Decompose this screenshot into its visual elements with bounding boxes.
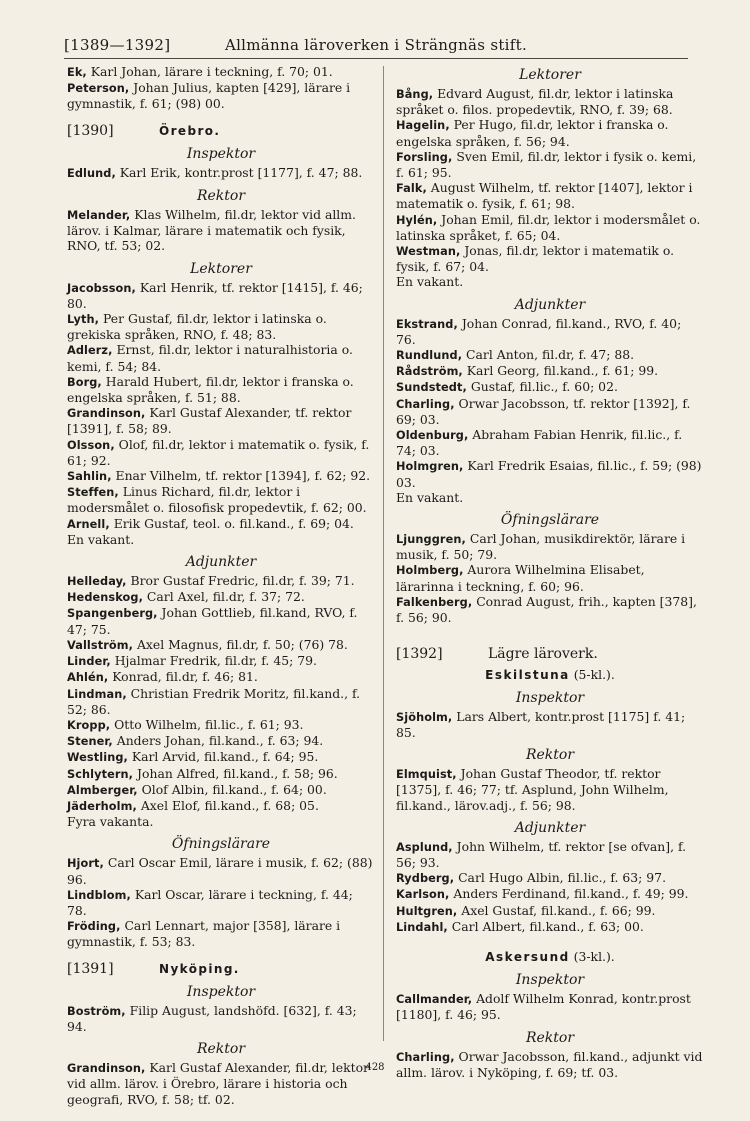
person-entry bbox=[67, 855, 375, 886]
person-details: Orwar Jacobsson, tf. rektor [1392], f. 69; 03. bbox=[396, 395, 691, 427]
person-name: Jäderholm, bbox=[67, 799, 137, 813]
section-heading: Rektor bbox=[196, 188, 246, 205]
person-details: Hjalmar Fredrik, fil.dr, f. 45; 79. bbox=[110, 653, 317, 669]
person-details: Olof Albin, fil.kand., f. 64; 00. bbox=[137, 781, 327, 797]
school-heading bbox=[67, 124, 375, 139]
person-name: Almberger, bbox=[67, 783, 138, 797]
person-entry bbox=[67, 717, 375, 733]
person-name: Vallström, bbox=[67, 638, 134, 652]
school-kind: Lägre läroverk. bbox=[488, 646, 598, 663]
person-details: Axel Gustaf, fil.kand., f. 66; 99. bbox=[457, 902, 656, 918]
person-entry bbox=[67, 468, 375, 484]
person-details: Aurora Wilhelmina Elisabet, lärarinna i teckning, f. 60; 96. bbox=[396, 562, 645, 594]
right-column bbox=[396, 64, 704, 1080]
person-entry bbox=[396, 316, 704, 347]
person-details: Johan Gottlieb, fil.kand, RVO, f. 47; 75. bbox=[67, 605, 358, 637]
person-entry bbox=[67, 798, 375, 814]
person-entry bbox=[67, 749, 375, 765]
person-name: Arnell, bbox=[67, 517, 110, 531]
header-rule bbox=[64, 58, 688, 59]
person-details: Johan Emil, fil.dr, lektor i modersmålet o. latinska språket, f. 65; 04. bbox=[396, 211, 701, 243]
entry-list bbox=[396, 991, 704, 1022]
vacancy-note: En vakant. bbox=[396, 274, 464, 290]
person-name: Schlytern, bbox=[67, 767, 134, 781]
person-details: Axel Magnus, fil.dr, f. 50; (76) 78. bbox=[133, 636, 348, 652]
person-entry bbox=[67, 484, 375, 515]
person-details: Otto Wilhelm, fil.lic., f. 61; 93. bbox=[110, 716, 304, 732]
school-number: [1392] bbox=[396, 646, 443, 663]
section-heading: Rektor bbox=[525, 747, 575, 764]
section-heading: Rektor bbox=[196, 1041, 246, 1058]
person-name: Holmberg, bbox=[396, 564, 464, 578]
page-title: Allmänna läroverken i Strängnäs stift. bbox=[224, 36, 528, 54]
person-name: Lindahl, bbox=[396, 920, 448, 934]
person-entry bbox=[67, 1003, 375, 1034]
person-entry bbox=[396, 117, 704, 148]
person-details: Abraham Fabian Henrik, fil.lic., f. 74; 03. bbox=[396, 427, 683, 459]
section-heading: Lektorer bbox=[519, 67, 581, 83]
person-name: Sundstedt, bbox=[396, 381, 467, 395]
person-name: Westling, bbox=[67, 751, 128, 765]
person-details: Johan Conrad, fil.kand., RVO, f. 40; 76. bbox=[396, 315, 682, 347]
person-name: Borg, bbox=[67, 375, 102, 389]
person-details: Karl Henrik, tf. rektor [1415], f. 46; 80. bbox=[67, 279, 363, 311]
person-name: Olsson, bbox=[67, 438, 115, 452]
person-name: Charling, bbox=[396, 397, 455, 411]
section-heading: Inspektor bbox=[186, 145, 256, 162]
person-name: Ekstrand, bbox=[396, 317, 458, 331]
person-name: Hultgren, bbox=[396, 904, 458, 918]
person-details: Carl Hugo Albin, fil.lic., f. 63; 97. bbox=[454, 870, 667, 886]
person-details: Karl Gustaf Alexander, tf. rektor [1391], f. 58; 89. bbox=[67, 405, 352, 437]
person-details: Carl Axel, fil.dr, f. 37; 72. bbox=[142, 589, 305, 605]
school-town: Örebro. bbox=[159, 123, 221, 138]
entry-list bbox=[67, 280, 375, 532]
person-entry bbox=[67, 80, 375, 111]
person-details: Axel Elof, fil.kand., f. 68; 05. bbox=[136, 797, 319, 813]
person-name: Kropp, bbox=[67, 718, 111, 732]
person-entry bbox=[396, 709, 704, 740]
person-name: Sahlin, bbox=[67, 470, 112, 484]
person-entry bbox=[396, 347, 704, 363]
town-name: Eskilstuna bbox=[485, 667, 570, 682]
entry-list bbox=[67, 573, 375, 814]
left-column bbox=[67, 64, 375, 1107]
person-details: Olof, fil.dr, lektor i matematik o. fysik, f. 61; 92. bbox=[67, 436, 370, 468]
person-details: Karl Arvid, fil.kand., f. 64; 95. bbox=[127, 749, 319, 765]
town-grade: (5-kl.). bbox=[569, 666, 615, 682]
person-name: Melander, bbox=[67, 209, 131, 223]
person-name: Hylén, bbox=[396, 213, 438, 227]
person-entry bbox=[67, 311, 375, 342]
person-entry bbox=[396, 243, 704, 274]
person-name: Helleday, bbox=[67, 575, 127, 589]
person-details: Karl Georg, fil.kand., f. 61; 99. bbox=[462, 363, 659, 379]
person-entry bbox=[396, 396, 704, 427]
person-entry bbox=[396, 427, 704, 458]
person-details: Carl Anton, fil.dr, f. 47; 88. bbox=[462, 347, 635, 363]
person-name: Hagelin, bbox=[396, 119, 450, 133]
person-entry bbox=[67, 918, 375, 949]
school-heading bbox=[67, 962, 375, 977]
person-details: Karl Johan, lärare i teckning, f. 70; 01. bbox=[86, 64, 333, 79]
entry-list bbox=[396, 839, 704, 935]
person-details: Carl Oscar Emil, lärare i musik, f. 62; (88) 96. bbox=[67, 855, 373, 887]
person-details: Carl Johan, musikdirektör, lärare i musik, f. 50; 79. bbox=[396, 531, 686, 563]
school-town: Nyköping. bbox=[159, 961, 240, 976]
person-entry bbox=[396, 363, 704, 379]
person-entry bbox=[67, 669, 375, 685]
person-name: Grandinson, bbox=[67, 407, 146, 421]
town-grade: (3-kl.). bbox=[569, 948, 615, 964]
person-name: Sjöholm, bbox=[396, 710, 453, 724]
person-entry bbox=[67, 782, 375, 798]
person-name: Rundlund, bbox=[396, 349, 463, 363]
person-details: Edvard August, fil.dr, lektor i latinska språket o. filos. propedevtik, RNO, f. 39; 68. bbox=[396, 86, 674, 118]
person-entry bbox=[396, 839, 704, 870]
entry-list bbox=[396, 531, 704, 625]
person-name: Spangenberg, bbox=[67, 607, 158, 621]
school-heading bbox=[396, 647, 704, 662]
section-heading: Adjunkter bbox=[514, 296, 586, 313]
person-details: August Wilhelm, tf. rektor [1407], lektor i matematik o. fysik, f. 61; 98. bbox=[396, 180, 693, 212]
person-entry bbox=[67, 437, 375, 468]
person-entry bbox=[67, 686, 375, 717]
person-entry bbox=[67, 653, 375, 669]
person-details: Lars Albert, kontr.prost [1175] f. 41; 85. bbox=[396, 708, 686, 740]
entry-list bbox=[396, 709, 704, 740]
person-entry bbox=[396, 149, 704, 180]
entry-list bbox=[396, 86, 704, 274]
person-details: Adolf Wilhelm Konrad, kontr.prost [1180], f. 46; 95. bbox=[396, 991, 691, 1023]
person-entry bbox=[396, 379, 704, 395]
person-entry bbox=[67, 637, 375, 653]
person-name: Fröding, bbox=[67, 920, 121, 934]
person-name: Lindman, bbox=[67, 687, 127, 701]
person-entry bbox=[396, 886, 704, 902]
section-heading: Lektorer bbox=[190, 260, 252, 277]
section-heading: Inspektor bbox=[515, 972, 585, 989]
person-entry bbox=[67, 64, 375, 80]
person-name: Lyth, bbox=[67, 313, 100, 327]
person-name: Callmander, bbox=[396, 993, 473, 1007]
person-details: Johan Gustaf Theodor, tf. rektor [1375], f. 46; 77; tf. Asplund, John Wilhelm, fil.kand., lärov.adj., f. 56; 98. bbox=[396, 766, 669, 813]
person-name: Stener, bbox=[67, 735, 113, 749]
person-details: Filip August, landshöfd. [632], f. 43; 94. bbox=[67, 1002, 357, 1034]
person-entry bbox=[396, 180, 704, 211]
person-name: Falk, bbox=[396, 182, 427, 196]
person-entry bbox=[396, 870, 704, 886]
person-entry bbox=[396, 991, 704, 1022]
person-entry bbox=[67, 733, 375, 749]
person-name: Hedenskog, bbox=[67, 591, 143, 605]
person-details: Sven Emil, fil.dr, lektor i fysik o. kemi, f. 61; 95. bbox=[396, 148, 697, 181]
person-name: Adlerz, bbox=[67, 344, 113, 358]
entry-list bbox=[396, 316, 704, 490]
person-details: Per Gustaf, fil.dr, lektor i latinska o. grekiska språken, RNO, f. 48; 83. bbox=[67, 311, 327, 343]
section-heading: Rektor bbox=[525, 1029, 575, 1046]
vacancy-note: Fyra vakanta. bbox=[67, 814, 154, 830]
person-details: Karl Gustaf Alexander, fil.dr, lektor vid allm. lärov. i Örebro, lärare i historia och geografi, RVO, f. 58; tf. 02. bbox=[67, 1060, 369, 1107]
person-name: Oldenburg, bbox=[396, 429, 469, 443]
section-heading: Inspektor bbox=[186, 983, 256, 1000]
town-heading bbox=[396, 667, 704, 683]
person-details: Karl Oscar, lärare i teckning, f. 44; 78. bbox=[67, 886, 353, 918]
person-name: Edlund, bbox=[67, 166, 116, 180]
person-name: Grandinson, bbox=[67, 1062, 146, 1076]
person-entry bbox=[67, 207, 375, 254]
page-number: 428 bbox=[365, 1062, 385, 1073]
section-heading: Adjunkter bbox=[185, 554, 257, 571]
person-details: Erik Gustaf, teol. o. fil.kand., f. 69; 04. bbox=[109, 515, 354, 531]
person-details: Carl Lennart, major [358], lärare i gymnastik, f. 53; 83. bbox=[67, 918, 341, 950]
person-name: Forsling, bbox=[396, 150, 453, 164]
person-name: Rydberg, bbox=[396, 872, 455, 886]
person-details: Gustaf, fil.lic., f. 60; 02. bbox=[466, 379, 618, 395]
person-name: Ahlén, bbox=[67, 671, 109, 685]
person-name: Falkenberg, bbox=[396, 595, 473, 609]
person-name: Jacobsson, bbox=[67, 281, 136, 295]
person-entry bbox=[396, 919, 704, 935]
person-entry bbox=[67, 280, 375, 311]
column-divider bbox=[383, 66, 384, 1041]
person-entry bbox=[67, 887, 375, 918]
person-details: John Wilhelm, tf. rektor [se ofvan], f. 56; 93. bbox=[396, 838, 687, 870]
person-name: Asplund, bbox=[396, 840, 453, 854]
person-name: Holmgren, bbox=[396, 460, 464, 474]
person-entry bbox=[67, 342, 375, 373]
person-details: Johan Alfred, fil.kand., f. 58; 96. bbox=[133, 765, 338, 781]
person-entry bbox=[67, 766, 375, 782]
person-name: Boström, bbox=[67, 1004, 126, 1018]
entry-list bbox=[67, 207, 375, 254]
person-name: Elmquist, bbox=[396, 768, 457, 782]
person-details: Karl Fredrik Esaias, fil.lic., f. 59; (98) 03. bbox=[396, 458, 702, 490]
person-entry bbox=[67, 573, 375, 589]
vacancy-note: En vakant. bbox=[67, 531, 135, 547]
person-name: Steffen, bbox=[67, 486, 119, 500]
person-entry bbox=[67, 405, 375, 436]
person-name: Rådström, bbox=[396, 365, 463, 379]
entry-list bbox=[67, 165, 375, 181]
vacancy-note: En vakant. bbox=[396, 489, 464, 505]
person-entry bbox=[67, 374, 375, 405]
person-entry bbox=[396, 594, 704, 625]
person-name: Bång, bbox=[396, 88, 434, 101]
person-name: Charling, bbox=[396, 1050, 455, 1064]
person-entry bbox=[67, 516, 375, 532]
person-details: Konrad, fil.dr, f. 46; 81. bbox=[108, 669, 258, 685]
person-name: Ek, bbox=[67, 66, 87, 79]
entry-list bbox=[67, 1003, 375, 1034]
person-details: Christian Fredrik Moritz, fil.kand., f. 52; 86. bbox=[67, 685, 361, 717]
person-details: Anders Johan, fil.kand., f. 63; 94. bbox=[112, 733, 324, 749]
person-entry bbox=[67, 165, 375, 181]
person-details: Anders Ferdinand, fil.kand., f. 49; 99. bbox=[449, 886, 689, 902]
person-details: Linus Richard, fil.dr, lektor i modersmålet o. filosofisk propedevtik, f. 62; 00. bbox=[67, 484, 367, 516]
entry-list bbox=[396, 766, 704, 813]
person-entry bbox=[396, 562, 704, 593]
entry-list bbox=[67, 64, 375, 112]
person-details: Carl Albert, fil.kand., f. 63; 00. bbox=[447, 918, 644, 934]
person-details: Karl Erik, kontr.prost [1177], f. 47; 88. bbox=[115, 164, 363, 180]
person-details: Klas Wilhelm, fil.dr, lektor vid allm. lärov. i Kalmar, lärare i matematik och fysik, RNO, tf. 53; 02. bbox=[67, 207, 356, 254]
person-details: Bror Gustaf Fredric, fil.dr, f. 39; 71. bbox=[126, 573, 355, 589]
person-entry bbox=[67, 589, 375, 605]
section-heading: Adjunkter bbox=[514, 819, 586, 836]
section-heading: Öfningslärare bbox=[500, 512, 600, 529]
person-name: Karlson, bbox=[396, 888, 450, 902]
person-name: Lindblom, bbox=[67, 888, 131, 902]
town-heading bbox=[396, 949, 704, 965]
person-details: Jonas, fil.dr, lektor i matematik o. fysik, f. 67; 04. bbox=[396, 243, 675, 275]
person-name: Linder, bbox=[67, 655, 111, 669]
section-heading: Inspektor bbox=[515, 689, 585, 706]
section-heading: Öfningslärare bbox=[171, 836, 271, 853]
town-name: Askersund bbox=[485, 949, 570, 964]
person-entry bbox=[396, 212, 704, 243]
person-details: Per Hugo, fil.dr, lektor i franska o. engelska språken, f. 56; 94. bbox=[396, 117, 669, 149]
person-details: Ernst, fil.dr, lektor i naturalhistoria o. kemi, f. 54; 84. bbox=[67, 342, 353, 374]
person-name: Hjort, bbox=[67, 857, 104, 871]
person-details: Harald Hubert, fil.dr, lektor i franska o. engelska språken, f. 51; 88. bbox=[67, 373, 354, 406]
page-header bbox=[64, 36, 688, 54]
person-entry bbox=[396, 903, 704, 919]
school-number: [1390] bbox=[67, 122, 114, 139]
person-details: Johan Julius, kapten [429], lärare i gymnastik, f. 61; (98) 00. bbox=[67, 80, 351, 112]
person-entry bbox=[396, 458, 704, 489]
person-entry bbox=[396, 766, 704, 813]
person-name: Ljunggren, bbox=[396, 533, 466, 547]
entry-list bbox=[67, 855, 375, 949]
person-name: Westman, bbox=[396, 245, 461, 259]
person-details: Orwar Jacobsson, fil.kand., adjunkt vid allm. lärov. i Nyköping, f. 69; tf. 03. bbox=[396, 1048, 703, 1080]
school-number: [1391] bbox=[67, 960, 114, 977]
page-range: [1389—1392] bbox=[64, 36, 171, 54]
person-entry bbox=[396, 531, 704, 562]
person-details: Conrad August, frih., kapten [378], f. 56; 90. bbox=[396, 593, 697, 626]
person-entry bbox=[396, 86, 704, 117]
person-name: Peterson, bbox=[67, 82, 130, 96]
person-entry bbox=[67, 605, 375, 636]
person-details: Enar Vilhelm, tf. rektor [1394], f. 62; 92. bbox=[111, 468, 371, 484]
